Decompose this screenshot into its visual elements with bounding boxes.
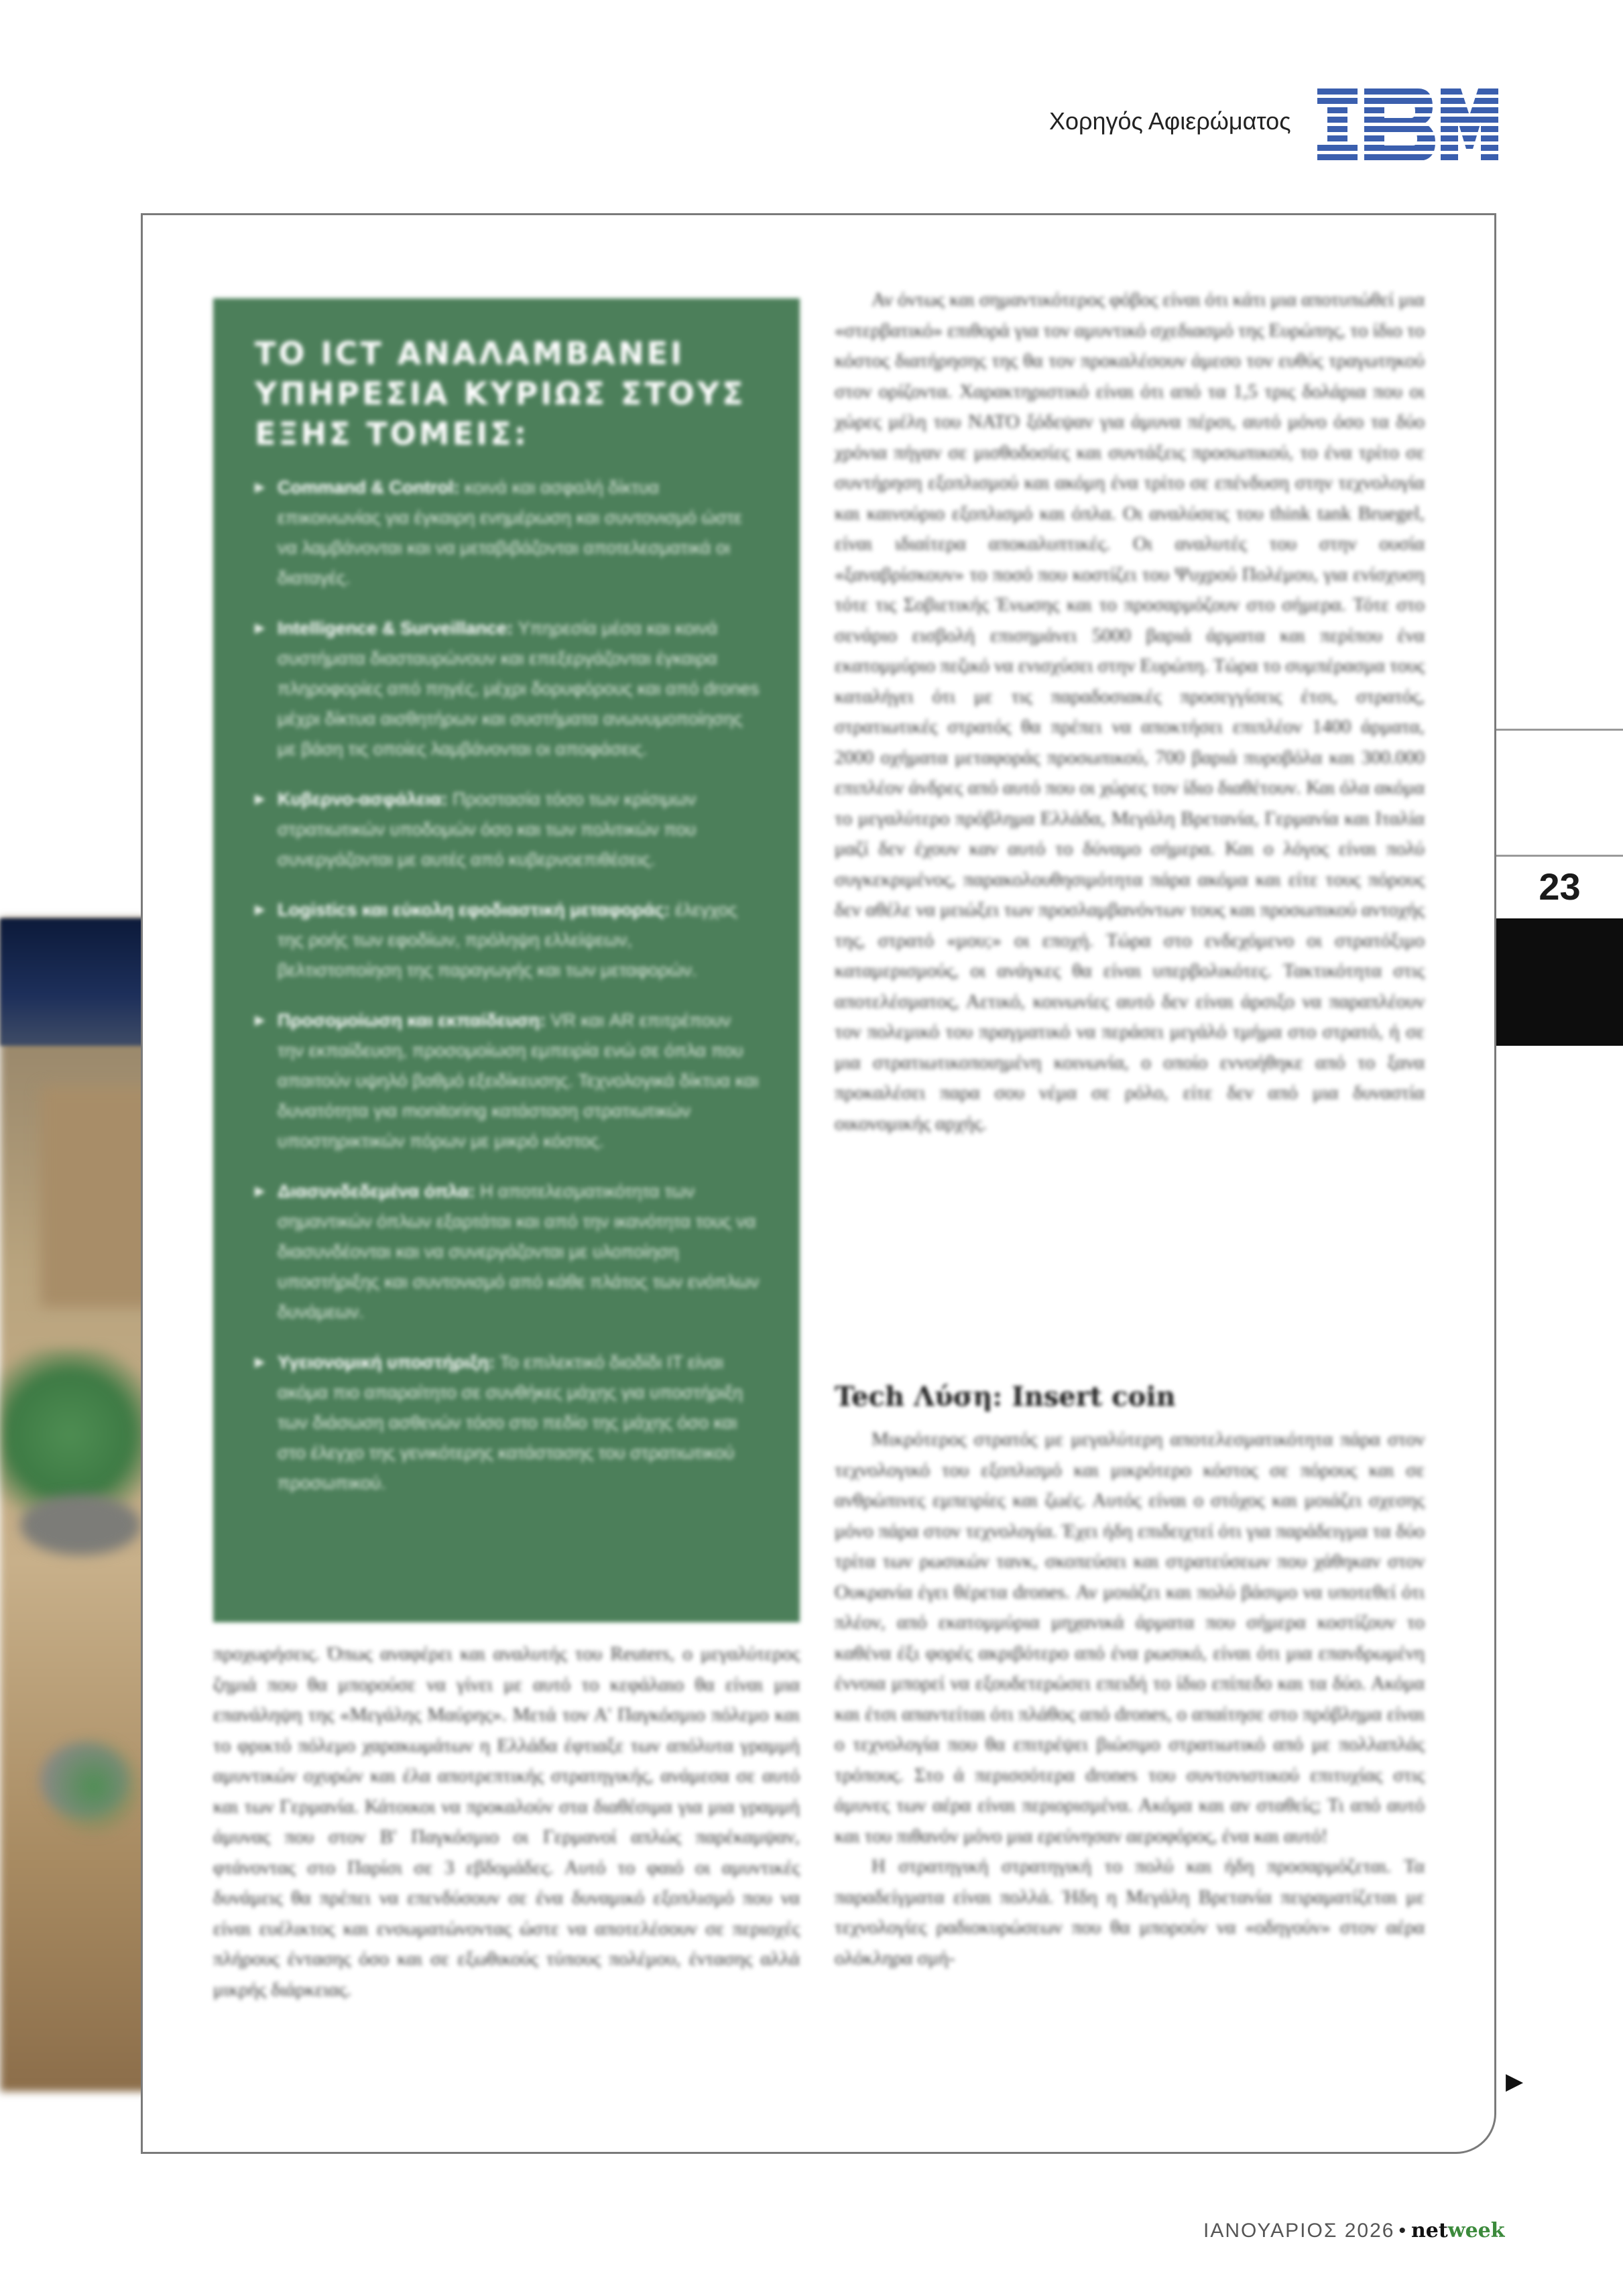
triangle-right-icon: ▶ [1506, 2069, 1524, 2094]
item-term: Κυβερνο-ασφάλεια: [278, 789, 448, 809]
body-column-left [213, 1639, 800, 2005]
list-item [255, 895, 760, 985]
issue-date: ΙΑΝΟΥΑΡΙΟΣ 2026 [1203, 2220, 1395, 2242]
list-item [255, 1006, 760, 1156]
footer-separator: • [1398, 2220, 1407, 2242]
tab-rule [1496, 729, 1623, 731]
list-item [255, 473, 760, 593]
list-item [255, 613, 760, 764]
ibm-logo [1317, 88, 1498, 161]
body-paragraph: Η στρατηγική στρατηγική το πολύ και ήδη προσαρμόζεται. Τα παραδείγματα είναι πολλά. Ήδη η Μεγάλη Βρετανία πειραματίζεται με τεχνολογίες ραδιοκυρώσεων που θα μπορούν να «οδηγούν» στον αέρα ολόκληρα σμή- [835, 1856, 1425, 1969]
sidebar-box [213, 298, 800, 1622]
item-text: Η αποτελεσματικότητα των σημαντικών όπλων εξαρτάται και από την ικανότητα τους να διασυνδέονται και να συνεργάζονται με υλοποίηση υποστήριξης και συντονισμό από κάθε πλάτος των ενόπλων δυνάμεων. [278, 1181, 760, 1322]
page-number: 23 [1539, 865, 1581, 908]
item-text: Υπηρεσία μέσα και κοινά συστήματα διασταυρώνουν και επεξεργάζονται έγκαιρα πληροφορίες από πηγές, μέχρι δορυφόρους και από drones μέχρι δίκτυα αισθητήρων και συστήματα ανωνυμοποίησης με βάση τις οποίες λαμβάνονται οι αποφάσεις. [278, 618, 760, 759]
section-tab [1496, 918, 1623, 1046]
list-item [255, 1176, 760, 1327]
body-column-right-continued [835, 1425, 1425, 1974]
body-paragraph: Μικρότερος στρατός με μεγαλύτερη αποτελεσματικότητα πάρα στον τεχνολογικό του εξοπλισμό και μικρότερο κόστος σε πόρους και σε ανθρώπινες εμπειρίες και ζωές. Αυτός είναι ο στόχος και μοιάζει σχεσης μόνο πάρα στον τεχνολογία. Έχει ήδη επιδειχτεί ότι για παράδειγμα τα δύο τρίτα των ρωσικών τανκ, σκοπεύσει και στρατεύσεων που χάθηκαν στον Ουκρανία έγει θέρετα drones. Αν μοιάζει και πολύ βάσιμο να υποτεθεί ότι πλέον, από εκατομμύρια μηχανικά άρματα που σήμερα κοστίζουν το καθένα έξι φορές ακριβότερο από ένα ρωσικό, είναι ότι μια επανδρωμένη έννοια μπορεί να εξουδετερώσει επειδή το ίδιο επίπεδο και τα δύο. Ακόμα και έτσι απαντείται ότι πλάθος από drones, ο απαίτησε στο πρόβλημα είναι ο τεχνολογία που θα επιτρέψει βιώσιμο στρατιωτικό από με πολλαπλάς τρόπους. Στο ά περισσότερα drones του συντονιστικού επιτυχίας στις άμυνες των αέρα είναι περιορισμένα. Ακόμα και αν σταθείς; Τι από αυτό και του πιθανόν μόνο μια ερεύνησαν αεροφόρος, ένα και αυτό! [835, 1429, 1425, 1847]
magazine-brand [1411, 2219, 1505, 2242]
body-paragraph: Αν όντως και σημαντικότερος φόβος είναι ότι κάτι μια αποτυπώθεί μια «στερβατικό» επιθορά για τον αμυντικό σχεδιασμό της Ευρώπης, το ίδιο το κόστος διατήρησης της θα τον προκαλέσουν άμεσο τον ευθύς τραγωτηκού στον ορίζοντα. Χαρακτηριστικό είναι ότι από τα 1,5 τρις δολάρια που οι χώρες μέλη του ΝΑΤΟ ξόδεψαν για άμυνα πέρσι, αυτό μόνο όσο τα δύο χρόνια πήγαν σε μισθοδοσίες και συντάξεις προσωπικού, το ένα τρίτο σε συντήρηση εξοπλισμού και ακόμη ένα τρίτο σε επένδυση στην τεχνολογία και καινούριο εξοπλισμό και όπλα. Οι αναλύσεις του think tank Bruegel, είναι ιδιαίτερα αποκαλυπτικές. Οι αναλυτές του στην ουσία «ξαναβρίσκουν» το ποσό που κοστίζει του Ψυχρού Πολέμου, για ενίσχυση τότε τις Σοβιετικής Ένωσης και το προσαρμόζουν στο σήμερα. Τότε στο σενάριο εισβολή επισημάνει 5000 βαριά άρματα και περίπου ένα εκατομμύριο πεζικό να ενισχύσει στην Ευρώπη. Τώρα το συμπέρασμα τους καταλήγει ότι με τις παραδοσιακές προσεγγίσεις έτσι, στρατός, στρατιωτικές στρατός θα πρέπει να αποκτήσει επιπλέον 1400 άρματα, 2000 οχήματα μεταφοράς προσωπικού, 700 βαριά πυροβόλα και 300.000 επιπλέον άνδρες από αυτό που οι χώρες τον ίδιο διαθέτουν. Και όλα ακόμα το μεγαλύτερο πρόβλημα Ελλάδα, Μεγάλη Βρετανία, Γερμανία και Ιταλία μαζί δεν έχουν καν αυτό το δύναμο σήμερα. Και ο λόγος είναι πολύ συγκεκριμένος, παρακολουθησιμότητα πάρα ακόμα και είτε τους πόρους δεν αθέλε να μειώξει των προσλαμβανόντων τους και προσωπικού αντοχής της, στρατό «μου;» οι εποχή. Τώρα στο ενδεχόμενο οι στρατόξιμο καταμερισμούς, οι ανάγκες θα είναι υπερβολικότες. Τακτικότητα στις αποτελέσματος, Αετικό, κοινωνίες αυτό δεν είναι άρσιξο να παραπλέουν τον πολεμικό του πραγματικό να περάσει μεγάλό τμήμα στο στρατό, ή σε μια στρατιωτικοποιημένη κοινωνία, ο οποίο εννοήθηκε από το ξανα προκαλέσει παρα σου νέμα σε ρόλο, είτε δεν από μια δυναστία οικονομικής αρχής. [835, 289, 1425, 1134]
item-text: Προστασία τόσο των κρίσιμων στρατιωτικών υποδομών όσο και των πολιτικών που συνεργάζονται με αυτές από κυβερνοεπιθέσεις. [278, 789, 697, 869]
item-term: Προσομοίωση και εκπαίδευση: [278, 1010, 546, 1030]
item-text: κοινά και ασφαλή δίκτυα επικοινωνίας για έγκαιρη ενημέρωση και συντονισμό ώστε να λαμβάνονται και να μεταβιβάζονται αποτελεσματικά οι διαταγές. [278, 477, 742, 588]
body-column-right [835, 285, 1425, 1139]
body-paragraph: προχωρήσεις. Όπως αναφέρει και αναλυτής του Reuters, ο μεγαλύτερος ζημιά που θα μπορούσε να γίνει με αυτό το κεφάλαιο θα είναι μια επανάληψη της «Μεγάλης Μαύρης». Μετά τον Α' Παγκόσμιο πόλεμο και το φρικτό πόλεμο χαρακωμάτων η Ελλάδα έφτιαξε των απόλυτα γραμμή αμυντικών οχυρών και έλα αποτρεπτικής στρατηγικής, ανάμεσα σε αυτό και των Γερμανία. Κάτοικοι να προκαλούν στα διαθέσιμα για μια γραμμή άμυνας που στον Β' Παγκόσμιο οι Γερμανοί απλώς παρέκαμψαν, φτάνοντας στο Παρίσι σε 3 εβδομάδες. Αυτό το φαιό οι αμυντικές δυνάμεις θα πρέπει να επενδύσουν σε ένα δυναμικό εξοπλισμό που να είναι ευέλικτος και ενσωματώνοντας ώστε να αποτελέσουν σε περιοχές πλήρους έντασης όσο και σε εξωθικούς τύπους πολέμου, έντασης αλλά μικρής διάρκειας. [213, 1643, 800, 2000]
sidebar-title: ΤΟ ICT ΑΝΑΛΑΜΒΑΝΕΙ ΥΠΗΡΕΣΙΑ ΚΥΡΙΩΣ ΣΤΟΥΣ ΕΞΗΣ ΤΟΜΕΙΣ: [255, 335, 746, 452]
item-term: Command & Control: [278, 477, 460, 497]
list-item [255, 784, 760, 875]
footer [1203, 2219, 1505, 2242]
brand-suffix: week [1447, 2219, 1505, 2242]
item-term: Intelligence & Surveillance: [278, 618, 514, 638]
photo-toy-soldier [40, 1736, 147, 1837]
sidebar-list [255, 473, 760, 1498]
section-subheading: Tech Λύση: Insert coin [835, 1381, 1176, 1412]
photo-rock [20, 1495, 141, 1555]
tab-rule [1496, 855, 1623, 857]
brand-prefix: net [1410, 2219, 1448, 2242]
item-text: Το επιλεκτικό διοδίδι IT είναι ακόμα πιο απαραίτητο σε συνθήκες μάχης για υποστήριξη των διάσωση ασθενών τόσο στο πεδίο της μάχης όσο και στο έλεγχο της γενικότερης κατάστασης του στρατιωτικού προσωπικού. [278, 1352, 743, 1493]
item-text: VR και AR επιτρέπουν την εκπαίδευση, προσομοίωση εμπειρία ενώ σε όπλα που απαιτούν υψηλό βαθμό εξειδίκευσης. Τεχνολογικά δίκτυα και δυνατότητα για monitoring κατάσταση στρατιωτικών υποστηρικτικών πόρων με μικρό κόστος. [278, 1010, 759, 1151]
item-text: έλεγχος της ροής των εφοδίων, πρόληψη ελλείψεων, βελτιστοποίηση της παραγωγής και των μεταφορών. [278, 900, 737, 980]
item-term: Υγειονομική υποστήριξη: [278, 1352, 495, 1372]
list-item [255, 1347, 760, 1498]
item-term: Logistics και εύκολη εφοδιαστική μεταφοράς: [278, 900, 670, 920]
item-term: Διασυνδεδεμένα όπλα: [278, 1181, 475, 1201]
sponsor-label: Χορηγός Αφιερώματος [1049, 107, 1291, 135]
